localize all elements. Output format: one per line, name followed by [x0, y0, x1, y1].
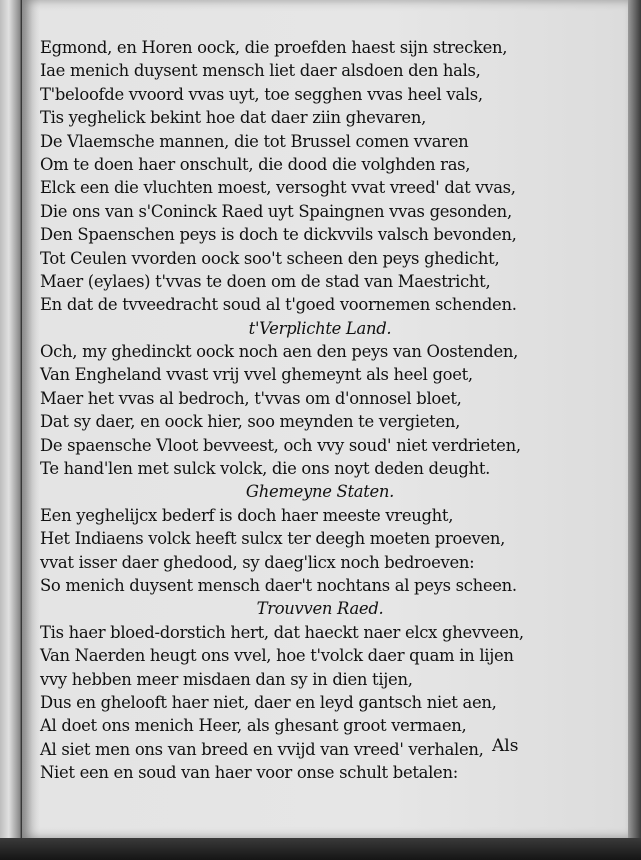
catchword: Als [492, 736, 519, 756]
verse-line: Te hand'len met sulck volck, die ons noyt deden deught. [40, 459, 491, 479]
verse-line: Elck een die vluchten moest, versoght vvat vreed' dat vvas, [40, 178, 516, 198]
verse-line: De Vlaemsche mannen, die tot Brussel comen vvaren [40, 131, 469, 151]
verse-line: Tis haer bloed-dorstich hert, dat haeckt naer elcx ghevveen, [40, 622, 524, 642]
verse-line: Dat sy daer, en oock hier, soo meynden te vergieten, [40, 412, 461, 432]
verse-line: Dus en ghelooft haer niet, daer en leyd gantsch niet aen, [40, 692, 497, 712]
verse-line: Het Indiaens volck heeft sulcx ter deegh moeten proeven, [40, 529, 506, 549]
verse-line: Van Naerden heugt ons vvel, hoe t'volck daer quam in lijen [40, 646, 514, 666]
speaker-heading: Ghemeyne Staten. [245, 482, 395, 502]
verse-line: Egmond, en Horen oock, die proefden haest sijn strecken, [40, 38, 508, 57]
verse-line: Den Spaenschen peys is doch te dickvvils valsch bevonden, [40, 225, 517, 245]
speaker-heading: Trouvven Raed. [256, 599, 384, 619]
verse-line: vvat isser daer ghedood, sy daeg'licx noch bedroeven: [40, 552, 475, 572]
verse-line: So menich duysent mensch daer't nochtans al peys scheen. [40, 575, 517, 595]
page-right-edge [628, 0, 641, 860]
verse-line: Iae menich duysent mensch liet daer alsdoen den hals, [40, 61, 481, 81]
verse-line: Tis yeghelick bekint hoe dat daer ziin ghevaren, [40, 108, 427, 128]
book-spine [0, 0, 22, 860]
verse-line: Al siet men ons van breed en vvijd van vreed' verhalen, [40, 739, 484, 759]
verse-line: Tot Ceulen vvorden oock soo't scheen den peys ghedicht, [40, 248, 500, 268]
verse-line: Niet een en soud van haer voor onse schult betalen: [40, 763, 458, 783]
verse-line: Om te doen haer onschult, die dood die volghden ras, [40, 154, 471, 174]
verse-line: Een yeghelijcx bederf is doch haer meeste vreught, [40, 505, 454, 525]
verse-line: Van Engheland vvast vrij vvel ghemeynt als heel goet, [40, 365, 473, 385]
poem-text [40, 36, 540, 785]
speaker-heading: t'Verplichte Land. [248, 318, 392, 338]
verse-line: Al doet ons menich Heer, als ghesant groot vermaen, [40, 716, 467, 736]
verse-line: T'beloofde vvoord vvas uyt, toe segghen vvas heel vals, [40, 84, 483, 104]
verse-line: En dat de tvveedracht soud al t'goed voornemen schenden. [40, 295, 517, 315]
verse-line: vvy hebben meer misdaen dan sy in dien tijen, [40, 669, 413, 689]
verse-line: Maer (eylaes) t'vvas te doen om de stad van Maestricht, [40, 271, 491, 291]
verse-line: Maer het vvas al bedroch, t'vvas om d'onnosel bloet, [40, 388, 462, 408]
verse-line: Och, my ghedinckt oock noch aen den peys van Oostenden, [40, 342, 519, 362]
page-bottom-edge [0, 838, 641, 860]
verse-line: De spaensche Vloot bevveest, och vvy soud' niet verdrieten, [40, 435, 521, 455]
verse-line: Die ons van s'Coninck Raed uyt Spaingnen vvas gesonden, [40, 201, 512, 221]
